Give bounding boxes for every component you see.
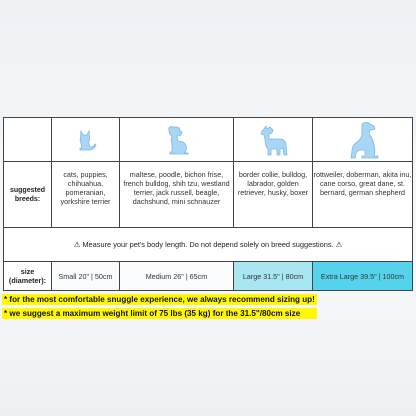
icon-row-label-cell xyxy=(4,118,51,161)
medium-dog-silhouette-icon xyxy=(233,118,312,161)
measure-note: ⚠ Measure your pet's body length. Do not depend solely on breed suggestions. ⚠ xyxy=(73,240,343,249)
breeds-row-label: suggested breeds: xyxy=(9,186,45,203)
size-large: Large 31.5" | 80cm xyxy=(233,262,312,290)
breeds-medium: maltese, poodle, bichon frise, french bulldog, shih tzu, westland terrier, jack russell, beagle, dachshund, mini schnauzer xyxy=(119,162,233,227)
icon-row xyxy=(4,118,412,161)
breeds-small: cats, puppies, chihuahua, pomeranian, yorkshire terrier xyxy=(51,162,119,227)
size-row xyxy=(4,261,412,290)
size-chart-grid xyxy=(4,118,412,290)
cat-silhouette-icon xyxy=(51,118,119,161)
breeds-large: border collie, bulldog, labrador, golden retriever, husky, boxer xyxy=(233,162,312,227)
size-small: Small 20" | 50cm xyxy=(51,262,119,290)
small-dog-silhouette-icon xyxy=(119,118,233,161)
size-chart xyxy=(3,117,413,291)
sizing-notes xyxy=(2,294,317,319)
sizing-up-note: * for the most comfortable snuggle experience, we always recommend sizing up! xyxy=(4,295,315,304)
breeds-extra-large: rottweiler, doberman, akita inu, cane corso, great dane, st. bernard, german shepherd xyxy=(312,162,412,227)
large-dog-silhouette-icon xyxy=(312,118,412,161)
size-extra-large: Extra Large 39.5" | 100cm xyxy=(312,262,412,290)
measure-note-row xyxy=(4,227,412,261)
breeds-row xyxy=(4,161,412,227)
weight-limit-note: * we suggest a maximum weight limit of 75 lbs (35 kg) for the 31.5"/80cm size xyxy=(2,308,317,319)
size-medium: Medium 26" | 65cm xyxy=(119,262,233,290)
size-row-label: size (diameter): xyxy=(8,267,47,285)
